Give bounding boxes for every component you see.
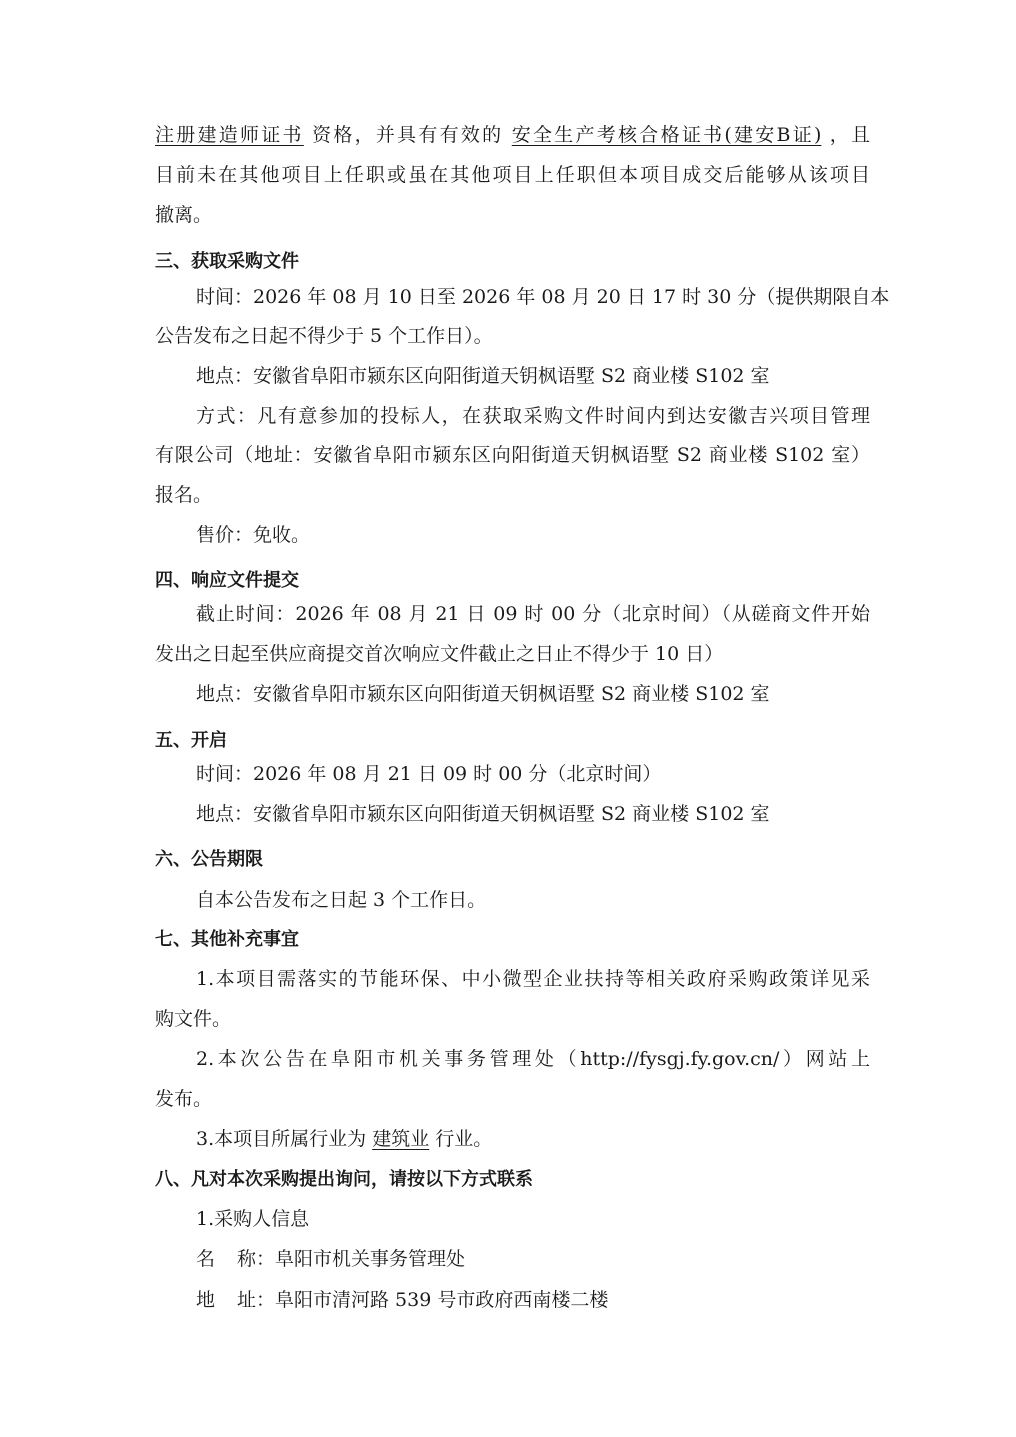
- s7-item-3: [196, 1125, 870, 1153]
- purchaser-address-row: [196, 1286, 870, 1314]
- s3-method-line-1: 方式：凡有意参加的投标人，在获取采购文件时间内到达安徽吉兴项目管理: [196, 405, 870, 427]
- s5-time: 时间：2026 年 08 月 21 日 09 时 00 分（北京时间）: [196, 763, 662, 785]
- industry-value: 建筑业: [372, 1128, 430, 1150]
- s4-place: 地点：安徽省阜阳市颍东区向阳街道天钥枫语墅 S2 商业楼 S102 室: [196, 683, 770, 705]
- intro-text: 资格，并具有有效的: [312, 124, 504, 146]
- s7-item-2-line-2: 发布。: [155, 1088, 213, 1110]
- s3-time-line-1: 时间：2026 年 08 月 10 日至 2026 年 08 月 20 日 17 时 30 分（提供期限自本: [196, 286, 890, 308]
- intro-line-1: [155, 121, 870, 149]
- s3-method-line-3: 报名。: [155, 484, 213, 506]
- section-6-heading: 六、公告期限: [155, 849, 263, 870]
- s6-text: 自本公告发布之日起 3 个工作日。: [196, 889, 487, 911]
- section-5-heading: 五、开启: [155, 730, 227, 751]
- safety-certificate-requirement: 安全生产考核合格证书(建安B证): [511, 124, 822, 146]
- purchaser-address-value: ：阜阳市清河路 539 号市政府西南楼二楼: [256, 1289, 609, 1311]
- s8-subheading: 1.采购人信息: [196, 1208, 310, 1230]
- section-4-heading: 四、响应文件提交: [155, 570, 299, 591]
- purchaser-name-value: ：阜阳市机关事务管理处: [256, 1248, 466, 1270]
- s7-item-3-suffix: 行业。: [435, 1128, 493, 1150]
- purchaser-name-label: 名称: [196, 1248, 256, 1270]
- s7-item-1-line-2: 购文件。: [155, 1008, 232, 1030]
- s4-deadline-line-1: 截止时间：2026 年 08 月 21 日 09 时 00 分（北京时间）（从磋商文件开始: [196, 603, 870, 625]
- s7-item-3-prefix: 3.本项目所属行业为: [196, 1128, 367, 1150]
- s3-place: 地点：安徽省阜阳市颍东区向阳街道天钥枫语墅 S2 商业楼 S102 室: [196, 365, 770, 387]
- s7-item-2-line-1: 2.本次公告在阜阳市机关事务管理处（http://fysgj.fy.gov.cn/）网站上: [196, 1048, 870, 1070]
- intro-line-2: 目前未在其他项目上任职或虽在其他项目上任职但本项目成交后能够从该项目: [155, 164, 870, 186]
- s4-deadline-line-2: 发出之日起至供应商提交首次响应文件截止之日止不得少于 10 日）: [155, 643, 724, 665]
- s3-time-line-2: 公告发布之日起不得少于 5 个工作日）。: [155, 325, 493, 347]
- certificate-requirement: 注册建造师证书: [155, 124, 304, 146]
- s7-item-1-line-1: 1.本项目需落实的节能环保、中小微型企业扶持等相关政府采购政策详见采: [196, 968, 870, 990]
- purchaser-address-label: 地址: [196, 1289, 256, 1311]
- purchaser-name-row: [196, 1245, 870, 1273]
- intro-text-end: ，且: [829, 124, 870, 146]
- section-7-heading: 七、其他补充事宜: [155, 929, 299, 950]
- s3-price: 售价：免收。: [196, 524, 311, 546]
- intro-line-3: 撤离。: [155, 204, 213, 226]
- section-3-heading: 三、获取采购文件: [155, 251, 299, 272]
- section-8-heading: 八、凡对本次采购提出询问，请按以下方式联系: [155, 1169, 533, 1190]
- s5-place: 地点：安徽省阜阳市颍东区向阳街道天钥枫语墅 S2 商业楼 S102 室: [196, 803, 770, 825]
- s3-method-line-2: 有限公司（地址：安徽省阜阳市颍东区向阳街道天钥枫语墅 S2 商业楼 S102 室）: [155, 444, 870, 466]
